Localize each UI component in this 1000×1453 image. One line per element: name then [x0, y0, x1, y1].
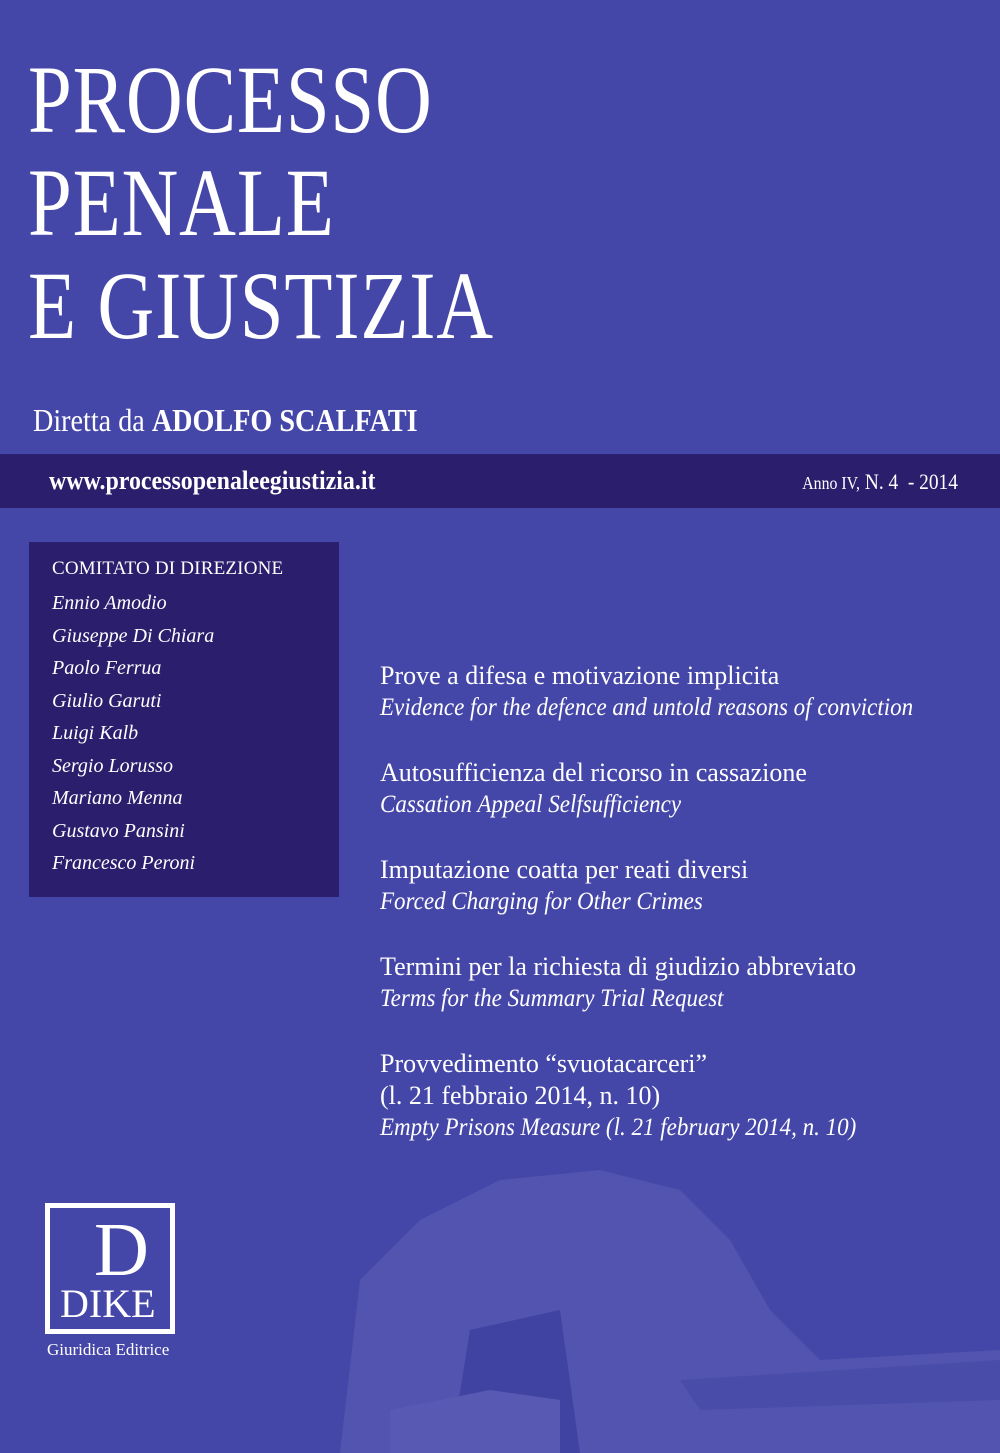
title-line-3: E GIUSTIZIA — [28, 252, 494, 359]
article-title-italian-reference: (l. 21 febbraio 2014, n. 10) — [380, 1081, 661, 1110]
article-item — [380, 951, 990, 1015]
article-title-italian: Autosufficienza del ricorso in cassazione — [380, 758, 807, 787]
journal-title — [28, 48, 494, 357]
title-line-1: PROCESSO — [28, 46, 433, 153]
website-url[interactable]: www.processopenaleegiustizia.it — [49, 466, 376, 495]
logo-name: DIKE — [60, 1281, 156, 1326]
article-title-english: Forced Charging for Other Crimes — [380, 888, 703, 915]
director-prefix: Diretta da — [33, 402, 145, 438]
committee-member: Gustavo Pansini — [52, 819, 185, 842]
committee-member: Paolo Ferrua — [52, 657, 162, 679]
article-item — [380, 854, 990, 918]
committee-member: Francesco Peroni — [52, 852, 196, 874]
background-statue-image — [300, 1160, 1000, 1453]
article-item — [380, 660, 990, 724]
issue-anno: Anno IV, — [802, 473, 861, 493]
article-title-english: Empty Prisons Measure (l. 21 february 2014, n. 10) — [380, 1114, 857, 1141]
article-title-italian: Provvedimento “svuotacarceri” — [380, 1049, 708, 1078]
committee-heading: COMITATO DI DIREZIONE — [52, 558, 284, 579]
committee-member: Sergio Lorusso — [52, 754, 173, 777]
article-list — [380, 660, 990, 1177]
committee-member: Ennio Amodio — [52, 592, 167, 614]
editorial-committee-box — [29, 542, 339, 897]
issue-number: N. 4 — [864, 469, 899, 494]
issue-year: 2014 — [919, 469, 958, 494]
committee-member: Giulio Garuti — [52, 689, 162, 712]
issue-info — [802, 469, 958, 495]
article-title-italian: Prove a difesa e motivazione implicita — [380, 661, 780, 690]
dike-publisher-logo — [45, 1203, 175, 1334]
issue-separator: - — [907, 469, 915, 494]
article-title-italian: Imputazione coatta per reati diversi — [380, 855, 749, 884]
director-name: ADOLFO SCALFATI — [151, 402, 418, 438]
article-title-english: Evidence for the defence and untold reasons of conviction — [380, 694, 914, 721]
title-line-2: PENALE — [28, 149, 335, 256]
article-title-italian: Termini per la richiesta di giudizio abbreviato — [380, 952, 857, 981]
publisher-caption: Giuridica Editrice — [47, 1340, 170, 1359]
committee-member: Giuseppe Di Chiara — [52, 624, 215, 647]
article-title-english: Cassation Appeal Selfsufficiency — [380, 791, 682, 818]
article-item — [380, 1048, 990, 1144]
logo-letter: D — [94, 1208, 149, 1292]
director-line — [33, 402, 418, 439]
committee-member: Luigi Kalb — [52, 722, 139, 744]
article-item — [380, 757, 990, 821]
article-title-english: Terms for the Summary Trial Request — [380, 985, 724, 1012]
website-issue-band — [0, 454, 1000, 508]
committee-member: Mariano Menna — [52, 787, 183, 809]
